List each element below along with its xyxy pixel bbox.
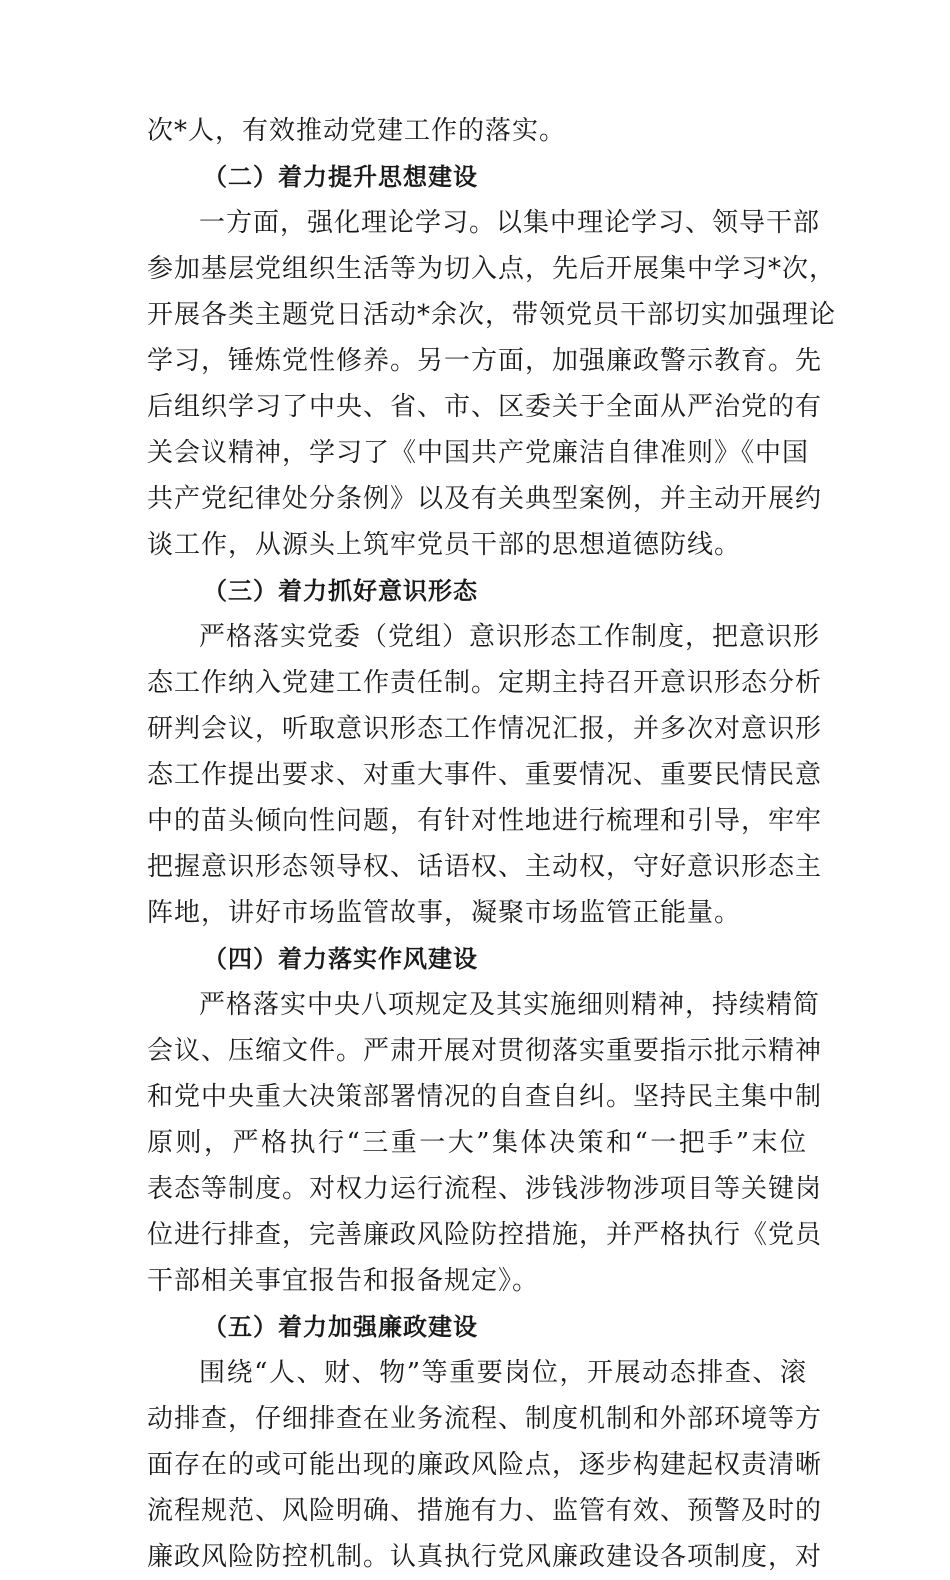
paragraph-line: 中的苗头倾向性问题，有针对性地进行梳理和引导，牢牢 [147, 806, 823, 836]
paragraph-line: 表态等制度。对权力运行流程、涉钱涉物涉项目等关键岗 [147, 1174, 823, 1204]
paragraph-line: 把握意识形态领导权、话语权、主动权，守好意识形态主 [147, 852, 823, 882]
paragraph-line: 面存在的或可能出现的廉政风险点，逐步构建起权责清晰 [147, 1450, 823, 1480]
paragraph-line: 开展各类主题党日活动*余次，带领党员干部切实加强理论 [147, 300, 837, 330]
paragraph-line: 关会议精神，学习了《中国共产党廉洁自律准则》《中国 [147, 438, 810, 468]
paragraph-line: 原则，严格执行“三重一大”集体决策和“一把手”末位 [147, 1128, 807, 1158]
section-heading-5: （五）着力加强廉政建设 [203, 1313, 478, 1341]
paragraph-line: 参加基层党组织生活等为切入点，先后开展集中学习*次， [147, 254, 837, 284]
paragraph-line: 廉政风险防控机制。认真执行党风廉政建设各项制度，对 [147, 1542, 823, 1572]
intro-line: 次*人，有效推动党建工作的落实。 [147, 116, 567, 146]
paragraph-line: 共产党纪律处分条例》以及有关典型案例，并主动开展约 [147, 484, 823, 514]
paragraph-line: 流程规范、风险明确、措施有力、监管有效、预警及时的 [147, 1496, 823, 1526]
section-heading-4: （四）着力落实作风建设 [203, 945, 478, 973]
paragraph-line: 和党中央重大决策部署情况的自查自纠。坚持民主集中制 [147, 1082, 823, 1112]
paragraph-line: 严格落实党委（党组）意识形态工作制度，把意识形 [199, 622, 821, 652]
paragraph-line: 会议、压缩文件。严肃开展对贯彻落实重要指示批示精神 [147, 1036, 823, 1066]
document-body [147, 108, 837, 1580]
paragraph-line: 围绕“人、财、物”等重要岗位，开展动态排查、滚 [199, 1358, 807, 1388]
section-heading-2: （二）着力提升思想建设 [203, 163, 478, 191]
paragraph-line: 一方面，强化理论学习。以集中理论学习、领导干部 [199, 208, 821, 238]
paragraph-line: 态工作提出要求、对重大事件、重要情况、重要民情民意 [147, 760, 823, 790]
paragraph-line: 阵地，讲好市场监管故事，凝聚市场监管正能量。 [147, 898, 742, 928]
paragraph-line: 研判会议，听取意识形态工作情况汇报，并多次对意识形 [147, 714, 823, 744]
paragraph-line: 动排查，仔细排查在业务流程、制度机制和外部环境等方 [147, 1404, 823, 1434]
section-heading-3: （三）着力抓好意识形态 [203, 577, 478, 605]
paragraph-line: 严格落实中央八项规定及其实施细则精神，持续精简 [199, 990, 821, 1020]
paragraph-line: 谈工作，从源头上筑牢党员干部的思想道德防线。 [147, 530, 742, 560]
paragraph-line: 学习，锤炼党性修养。另一方面，加强廉政警示教育。先 [147, 346, 823, 376]
paragraph-line: 干部相关事宜报告和报备规定》。 [147, 1266, 540, 1296]
paragraph-line: 后组织学习了中央、省、市、区委关于全面从严治党的有 [147, 392, 823, 422]
paragraph-line: 位进行排查，完善廉政风险防控措施，并严格执行《党员 [147, 1220, 823, 1250]
paragraph-line: 态工作纳入党建工作责任制。定期主持召开意识形态分析 [147, 668, 823, 698]
